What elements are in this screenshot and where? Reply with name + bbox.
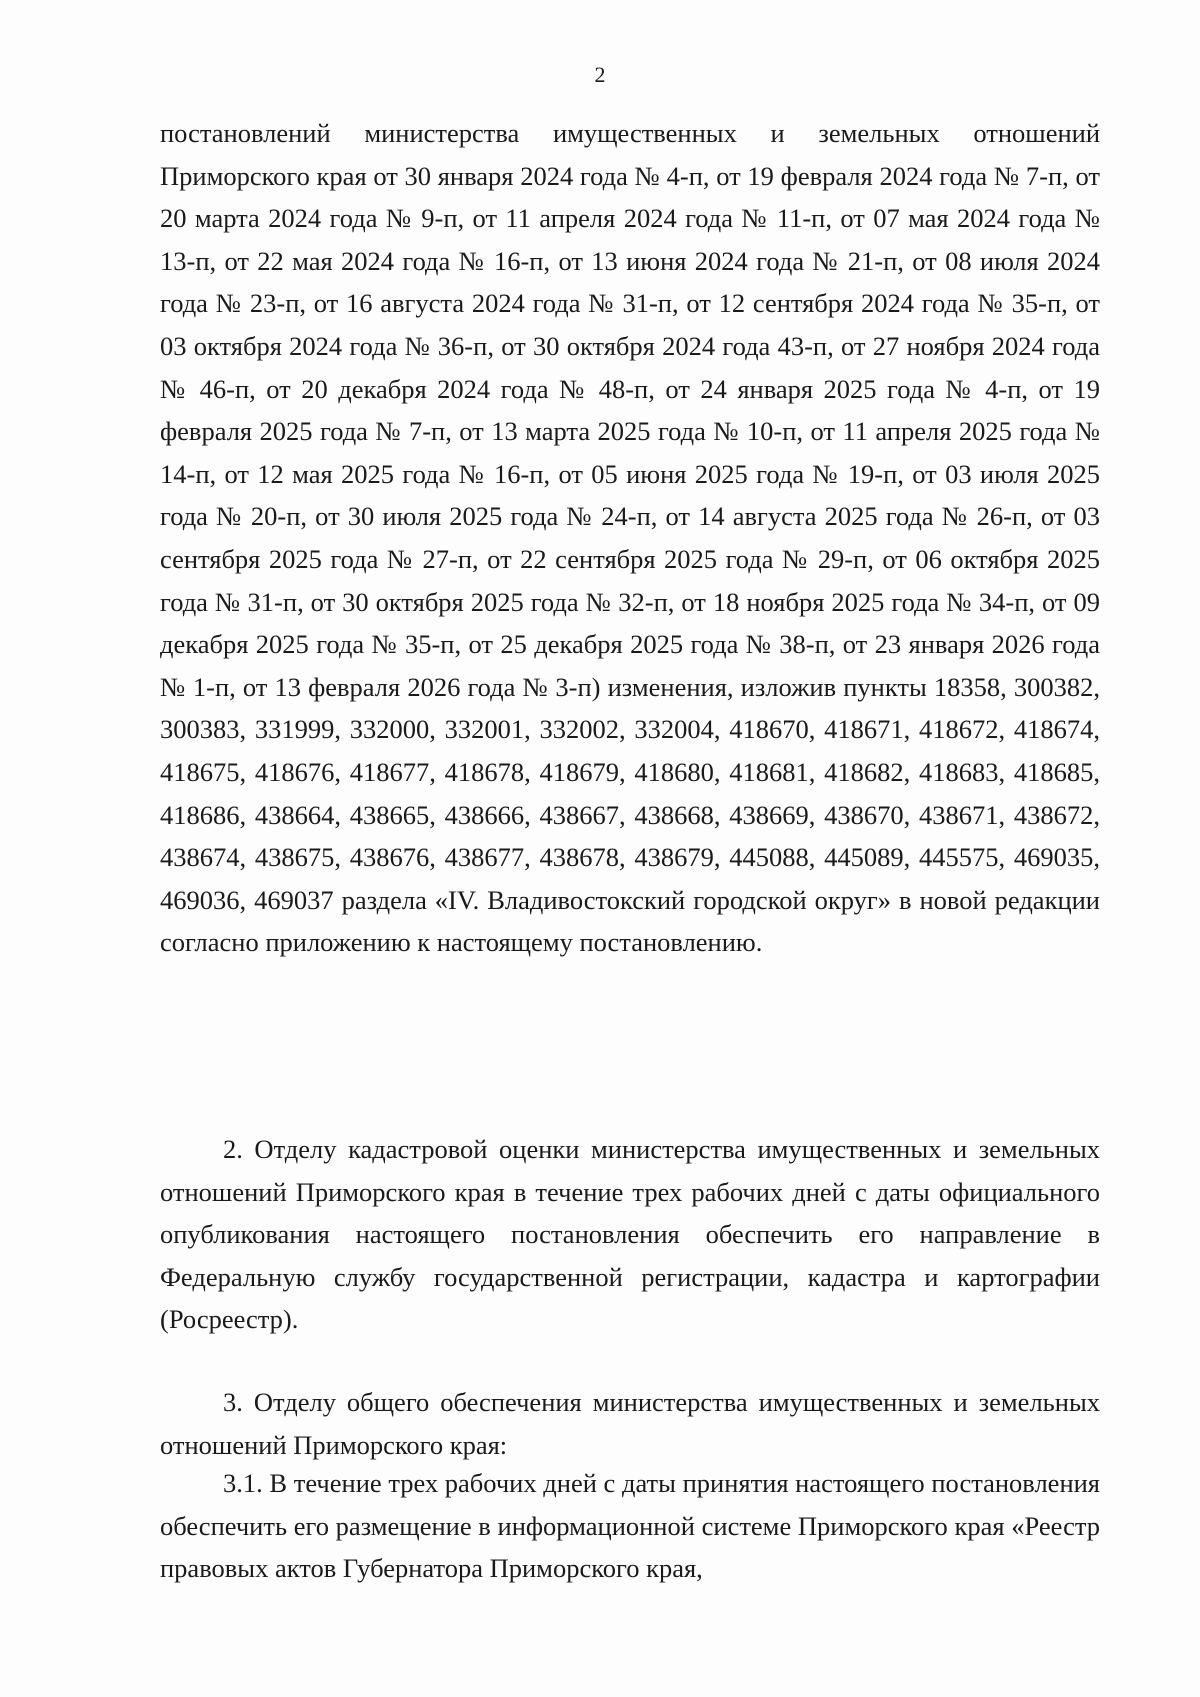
paragraph-item-2-block bbox=[160, 1128, 1100, 1341]
paragraph-item-3-1-block bbox=[160, 1462, 1100, 1590]
page-number: 2 bbox=[594, 62, 606, 87]
paragraph-item-3: 3. Отделу общего обеспечения министерства имущественных и земельных отношений Приморского края: bbox=[160, 1387, 1100, 1460]
paragraph-item-3-block bbox=[160, 1381, 1100, 1466]
paragraph-continuation: постановлений министерства имущественных и земельных отношений Приморского края от 30 января 2024 года № 4-п, от 19 февраля 2024 года № 7-п, от 20 марта 2024 года № 9-п, от 11 апреля 2024 года № 11-п, от 07 мая 2024 года № 13-п, от 22 мая 2024 года № 16-п, от 13 июня 2024 года № 21-п, от 08 июля 2024 года № 23-п, от 16 августа 2024 года № 31-п, от 12 сентября 2024 года № 35-п, от 03 октября 2024 года № 36-п, от 30 октября 2024 года 43-п, от 27 ноября 2024 года № 46-п, от 20 декабря 2024 года № 48-п, от 24 января 2025 года № 4-п, от 19 февраля 2025 года № 7-п, от 13 марта 2025 года № 10-п, от 11 апреля 2025 года № 14-п, от 12 мая 2025 года № 16-п, от 05 июня 2025 года № 19-п, от 03 июля 2025 года № 20-п, от 30 июля 2025 года № 24-п, от 14 августа 2025 года № 26-п, от 03 сентября 2025 года № 27-п, от 22 сентября 2025 года № 29-п, от 06 октября 2025 года № 31-п, от 30 октября 2025 года № 32-п, от 18 ноября 2025 года № 34-п, от 09 декабря 2025 года № 35-п, от 25 декабря 2025 года № 38-п, от 23 января 2026 года № 1-п, от 13 февраля 2026 года № 3-п) изменения, изложив пункты 18358, 300382, 300383, 331999, 332000, 332001, 332002, 332004, 418670, 418671, 418672, 418674, 418675, 418676, 418677, 418678, 418679, 418680, 418681, 418682, 418683, 418685, 418686, 438664, 438665, 438666, 438667, 438668, 438669, 438670, 438671, 438672, 438674, 438675, 438676, 438677, 438678, 438679, 445088, 445089, 445575, 469035, 469036, 469037 раздела «IV. Владивостокский городской округ» в новой редакции согласно приложению к настоящему постановлению. bbox=[160, 118, 1100, 958]
paragraph-item-2: 2. Отделу кадастровой оценки министерства имущественных и земельных отношений Приморского края в течение трех рабочих дней с даты официального опубликования настоящего постановления обеспечить его направление в Федеральную службу государственной регистрации, кадастра и картографии (Росреестр). bbox=[160, 1134, 1100, 1335]
paragraph-continuation-block bbox=[160, 112, 1100, 964]
paragraph-item-3-1: 3.1. В течение трех рабочих дней с даты принятия настоящего постановления обеспечить его размещение в информационной системе Приморского края «Реестр правовых актов Губернатора Приморского края, bbox=[160, 1468, 1100, 1584]
